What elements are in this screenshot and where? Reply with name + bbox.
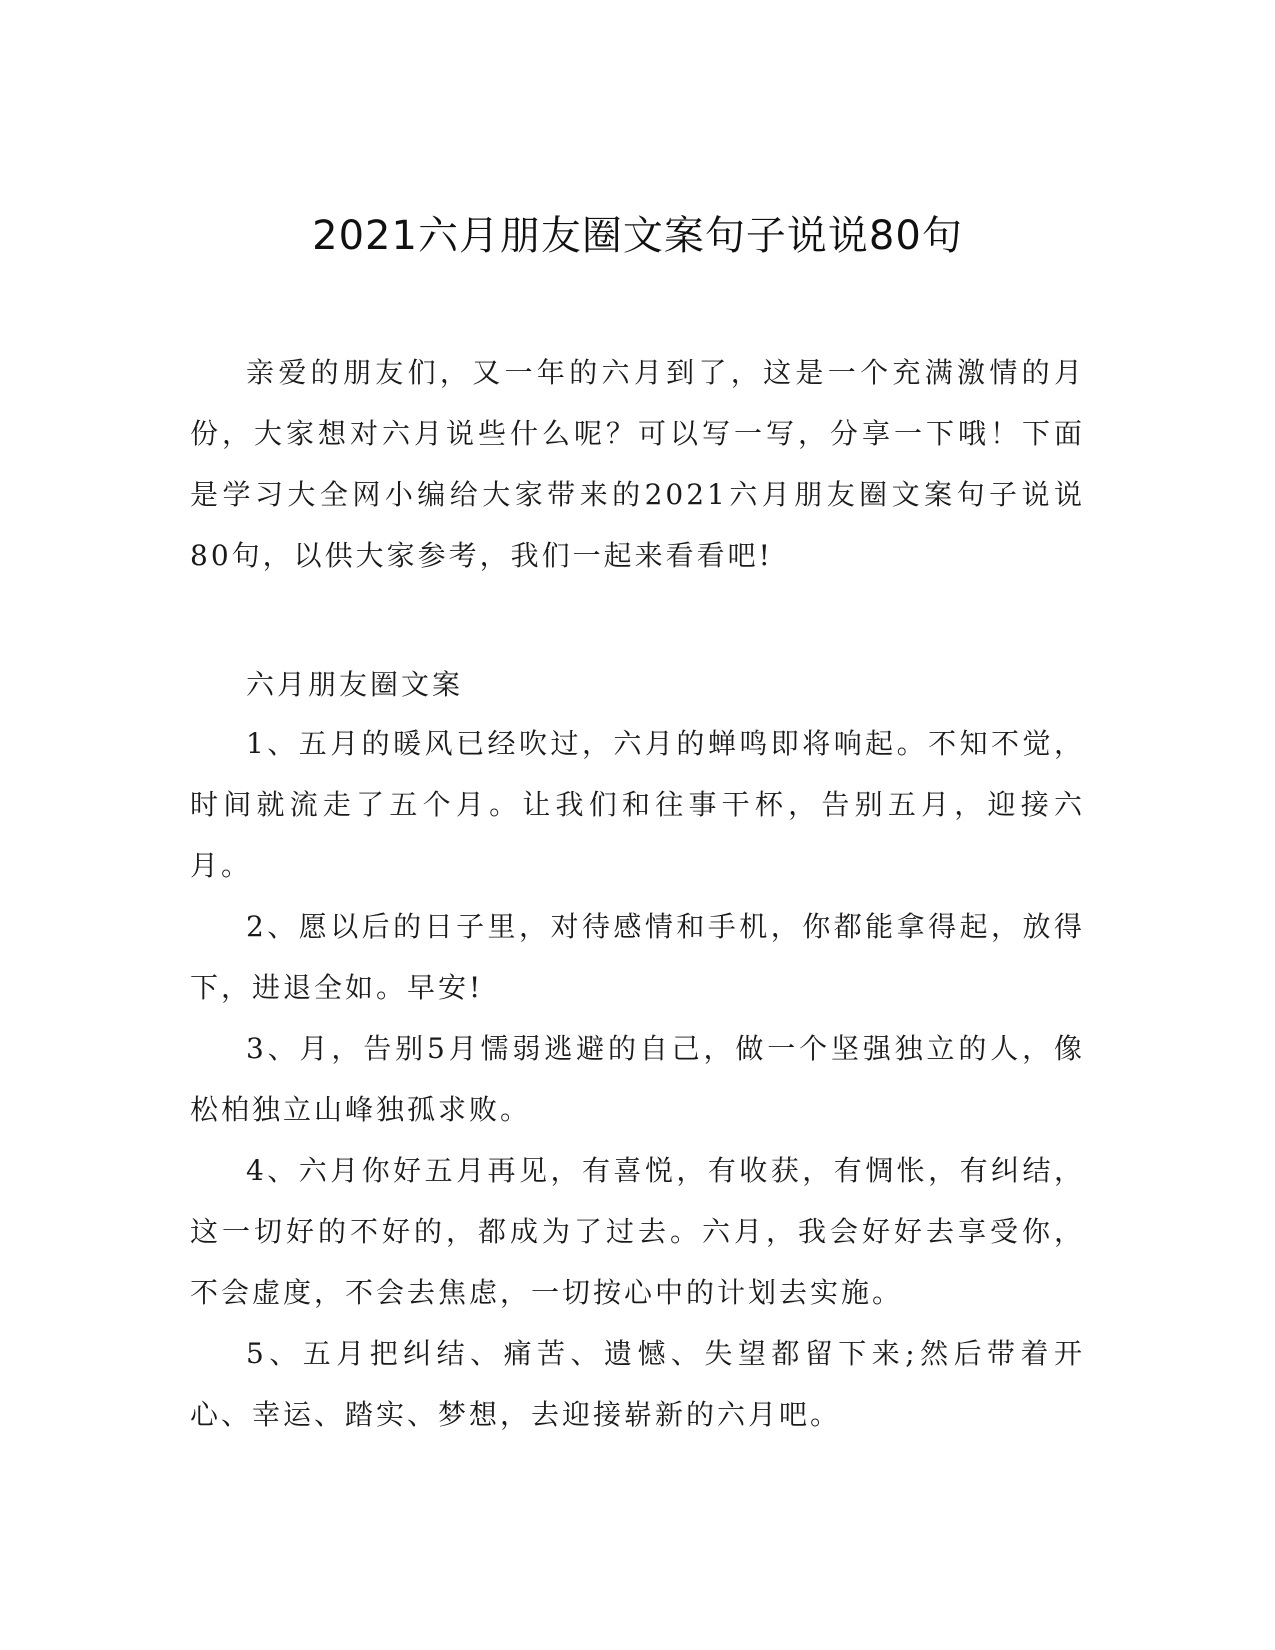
intro-paragraph: 亲爱的朋友们，又一年的六月到了，这是一个充满激情的月份，大家想对六月说些什么呢？可以写一写，分享一下哦！下面是学习大全网小编给大家带来的2021六月朋友圈文案句子说说80句，以供大家参考，我们一起来看看吧! <box>190 356 1085 572</box>
section-heading: 六月朋友圈文案 <box>246 668 464 701</box>
document-title: 2021六月朋友圈文案句子说说80句 <box>312 213 963 259</box>
list-item: 1、五月的暖风已经吹过，六月的蝉鸣即将响起。不知不觉，时间就流走了五个月。让我们和往事干杯，告别五月，迎接六月。 <box>190 727 1085 882</box>
intro-paragraph-block <box>190 342 1085 586</box>
section-heading-block <box>190 654 1085 715</box>
list-item: 2、愿以后的日子里，对待感情和手机，你都能拿得起，放得下，进退全如。早安! <box>190 910 1085 1004</box>
list-item: 5、五月把纠结、痛苦、遗憾、失望都留下来;然后带着开心、幸运、踏实、梦想，去迎接崭新的六月吧。 <box>190 1337 1085 1431</box>
list-item: 4、六月你好五月再见，有喜悦，有收获，有惆怅，有纠结，这一切好的不好的，都成为了过去。六月，我会好好去享受你，不会虚度，不会去焦虑，一切按心中的计划去实施。 <box>190 1154 1085 1309</box>
list-item: 3、月，告别5月懦弱逃避的自己，做一个坚强独立的人，像松柏独立山峰独孤求败。 <box>190 1032 1085 1126</box>
item-list <box>190 713 1085 1445</box>
